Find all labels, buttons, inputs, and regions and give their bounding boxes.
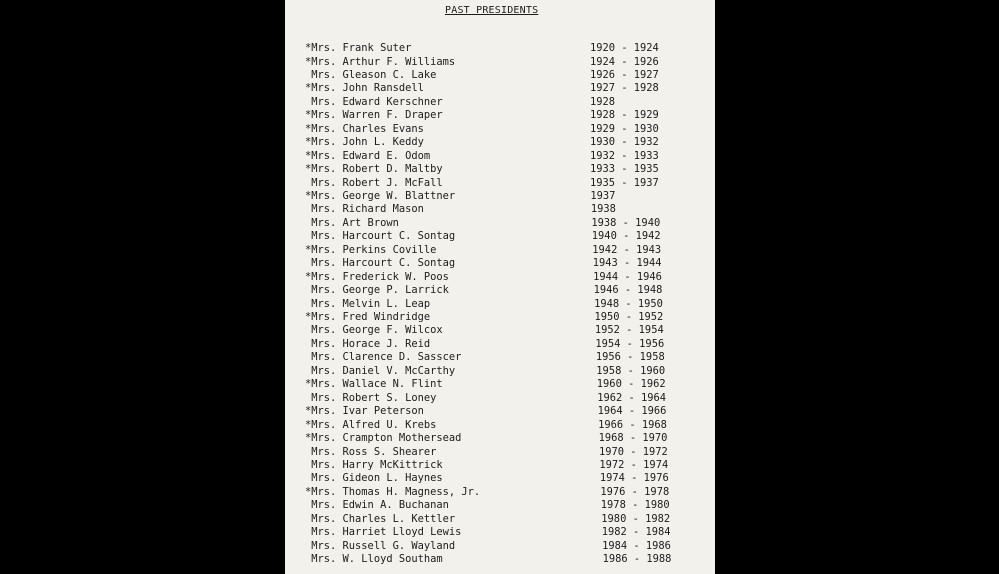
term-years: 1980 - 1982 [601,512,671,525]
term-years: 1928 - 1929 [590,109,659,122]
term-years: 1943 - 1944 [592,257,662,270]
list-item [285,202,715,216]
term-years: 1935 - 1937 [590,176,659,189]
list-item [285,391,715,405]
president-name: Mrs. Edwin A. Buchanan [305,499,449,512]
list-item [285,525,715,539]
term-years: 1950 - 1952 [594,311,664,323]
president-name: Mrs. George F. Wilcox [305,324,443,337]
list-item [285,95,715,109]
president-name: *Mrs. Fred Windridge [305,311,431,323]
term-years: 1944 - 1946 [593,270,662,283]
president-name: *Mrs. Ivar Peterson [305,405,424,418]
president-name: Mrs. Horace J. Reid [305,337,431,350]
list-item [285,243,715,257]
list-item [285,404,715,418]
list-item [285,485,715,499]
president-name: Mrs. Gideon L. Haynes [305,472,443,485]
president-name: *Mrs. John Ransdell [305,82,424,95]
term-years: 1952 - 1954 [594,324,664,337]
list-item [285,498,715,512]
term-years: 1927 - 1928 [590,82,659,95]
list-item [285,68,715,82]
term-years: 1974 - 1976 [599,472,669,485]
list-item [285,418,715,432]
president-name: *Mrs. Charles Evans [305,122,424,135]
list-item [285,310,715,324]
president-name: *Mrs. Thomas H. Magness, Jr. [305,485,481,498]
list-item [285,270,715,284]
list-item [285,122,715,136]
term-years: 1929 - 1930 [590,122,659,135]
president-name: Mrs. Ross S. Shearer [305,445,437,458]
president-name: *Mrs. Warren F. Draper [305,109,443,122]
list-item [285,512,715,526]
list-item [285,229,715,243]
list-item [285,445,715,459]
president-name: *Mrs. Perkins Coville [305,243,437,256]
term-years: 1958 - 1960 [596,364,666,377]
list-item [285,176,715,190]
term-years: 1920 - 1924 [590,42,659,54]
list-item [285,283,715,297]
president-name: Mrs. Clarence D. Sasscer [305,351,462,364]
list-item [285,337,715,351]
list-item [285,162,715,176]
president-name: Mrs. Art Brown [305,216,399,229]
president-name: *Mrs. Edward E. Odom [305,149,431,162]
president-name: *Mrs. Arthur F. Williams [305,55,456,68]
president-name: Mrs. George P. Larrick [305,284,449,297]
list-item [285,323,715,337]
list-item [285,216,715,230]
term-years: 1924 - 1926 [590,55,659,68]
president-name: *Mrs. Wallace N. Flint [305,378,443,391]
term-years: 1954 - 1956 [595,337,665,350]
term-years: 1978 - 1980 [600,499,670,512]
list-item [285,108,715,122]
president-name: *Mrs. John L. Keddy [305,136,424,149]
term-years: 1986 - 1988 [602,553,672,566]
term-years: 1942 - 1943 [592,243,662,256]
list-item [285,256,715,270]
president-name: *Mrs. Frank Suter [305,42,412,54]
president-name: Mrs. Harcourt C. Sontag [305,230,456,243]
term-years: 1984 - 1986 [602,539,671,552]
term-years: 1966 - 1968 [598,418,667,431]
president-name: Mrs. Robert S. Loney [305,391,437,404]
president-name: Mrs. Harry McKittrick [305,458,443,471]
president-name: Mrs. Russell G. Wayland [305,539,456,552]
list-item [285,350,715,364]
list-item [285,539,715,553]
document-page [285,0,715,574]
term-years: 1933 - 1935 [590,163,659,176]
term-years: 1928 [590,95,616,108]
list-item [285,189,715,203]
term-years: 1938 [590,203,616,216]
list-item [285,135,715,149]
term-years: 1982 - 1984 [601,526,671,539]
president-name: Mrs. Edward Kerschner [305,95,443,108]
term-years: 1956 - 1958 [595,351,665,364]
list-item [285,431,715,445]
term-years: 1938 - 1940 [591,216,661,229]
president-name: *Mrs. Alfred U. Krebs [305,418,437,431]
president-name: *Mrs. Frederick W. Poos [305,270,449,283]
term-years: 1976 - 1978 [600,485,670,498]
president-name: Mrs. Daniel V. McCarthy [305,364,456,377]
president-name: Mrs. Robert J. McFall [305,176,443,189]
list-item [285,81,715,95]
president-name: Mrs. Harcourt C. Sontag [305,257,456,270]
list-item [285,471,715,485]
president-name: Mrs. Richard Mason [305,203,424,216]
list-item [285,149,715,163]
president-name: *Mrs. Robert D. Maltby [305,163,443,176]
term-years: 1926 - 1927 [590,68,659,81]
list-item [285,297,715,311]
list-item [285,41,715,55]
term-years: 1932 - 1933 [590,149,659,162]
term-years: 1930 - 1932 [590,136,659,149]
term-years: 1968 - 1970 [598,432,668,444]
term-years: 1970 - 1972 [599,445,668,458]
term-years: 1946 - 1948 [593,284,663,297]
president-name: Mrs. W. Lloyd Southam [305,553,443,566]
term-years: 1948 - 1950 [594,297,663,310]
list-item [285,377,715,391]
president-name: Mrs. Melvin L. Leap [305,297,431,310]
term-years: 1972 - 1974 [599,458,669,471]
term-years: 1937 [590,189,616,202]
page-title: PAST PRESIDENTS [445,5,539,16]
term-years: 1964 - 1966 [597,405,667,418]
president-name: Mrs. Harriet Lloyd Lewis [305,526,462,539]
president-name: Mrs. Gleason C. Lake [305,68,437,81]
president-name: Mrs. Charles L. Kettler [305,512,456,525]
president-name: *Mrs. George W. Blattner [305,189,456,202]
president-name: *Mrs. Crampton Mothersead [305,432,462,444]
term-years: 1962 - 1964 [597,391,667,404]
list-item [285,458,715,472]
list-item [285,55,715,69]
term-years: 1960 - 1962 [596,378,666,391]
list-item [285,364,715,378]
term-years: 1940 - 1942 [591,230,661,243]
list-item [285,552,715,566]
